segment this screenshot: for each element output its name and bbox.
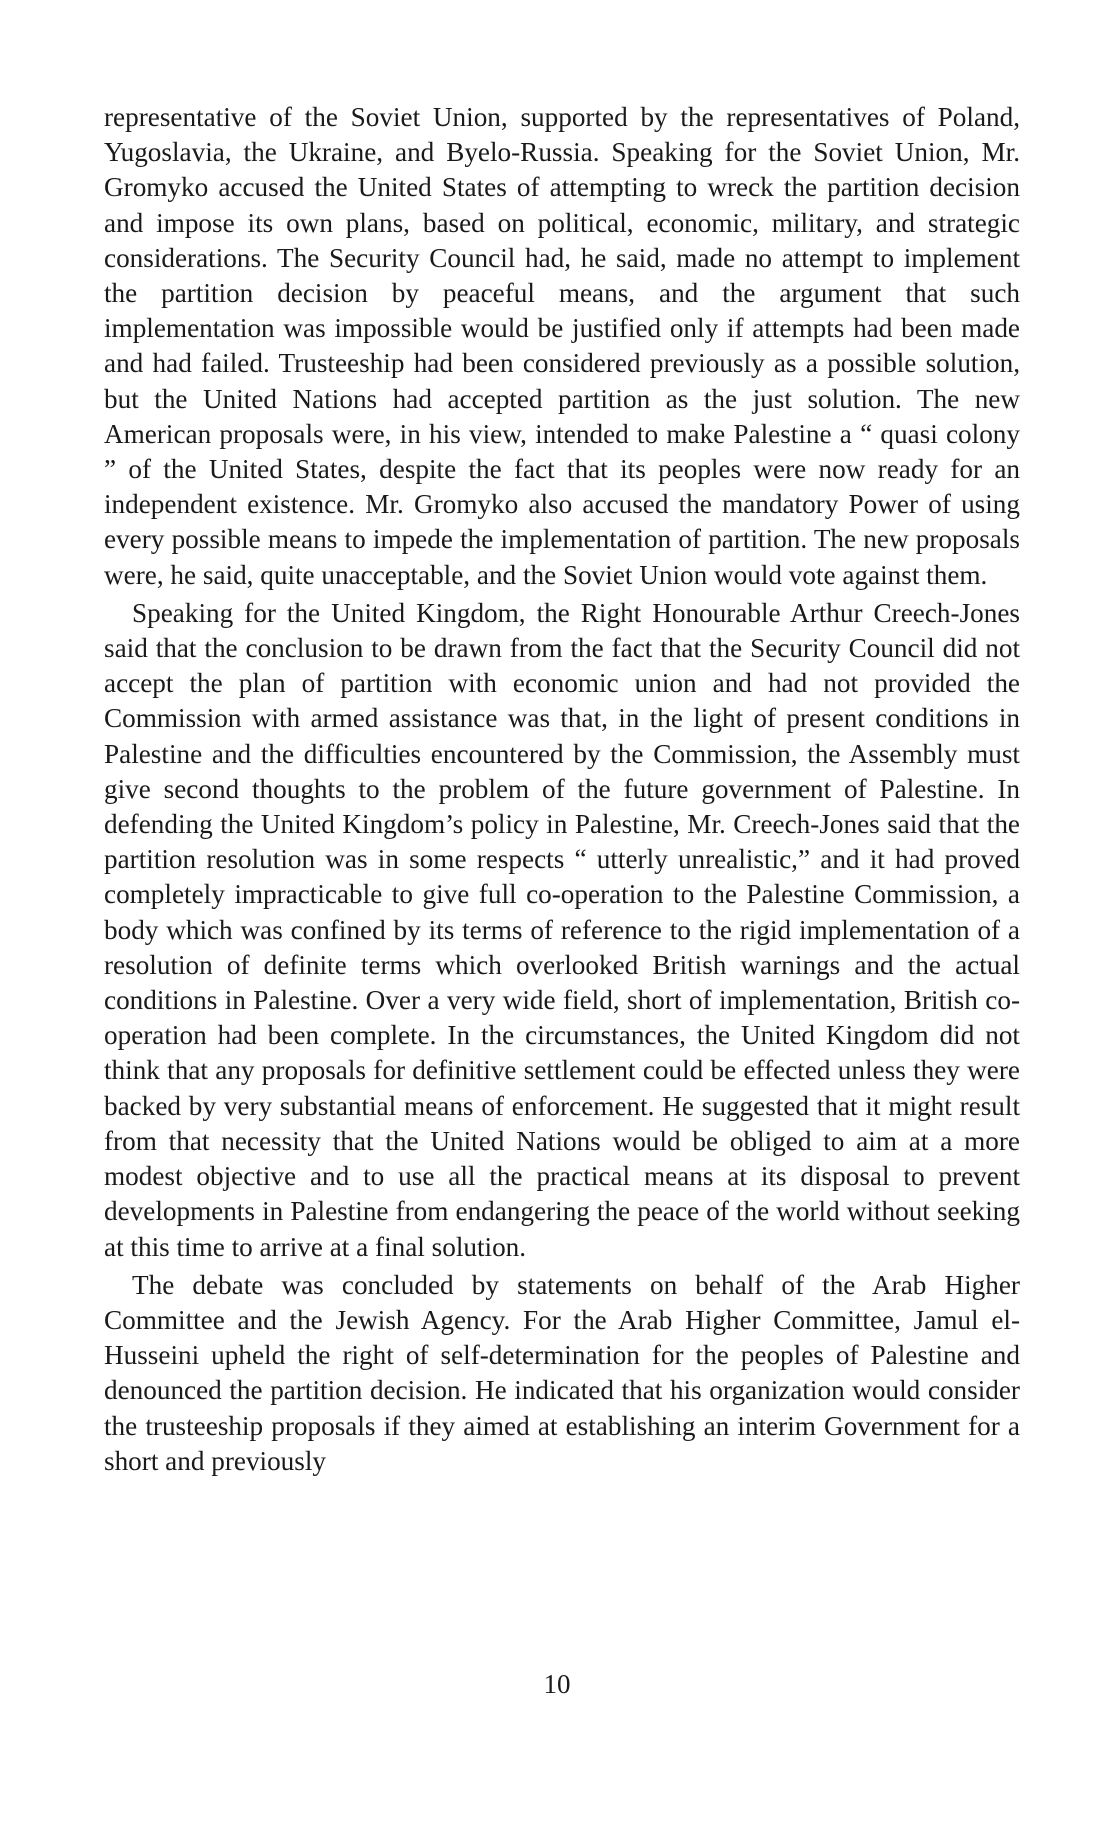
paragraph-arab-higher-committee: The debate was concluded by statements on behalf of the Arab Higher Committee and the Jewish Agency. For the Arab Higher Committee, Jamul el-Husseini upheld the right of self-determination for the peoples of Palestine and denounced the partition decision. He indicated that his organization would consider the trusteeship proposals if they aimed at establishing an interim Government for a short and previously [104, 1269, 1020, 1476]
paragraph-soviet-union: representative of the Soviet Union, supported by the representatives of Poland, Yugoslavia, the Ukraine, and Byelo-Russia. Speaking for the Soviet Union, Mr. Gromyko accused the United States of attempting to wreck the partition decision and impose its own plans, based on political, economic, military, and strategic considerations. The Security Council had, he said, made no attempt to implement the partition decision by peaceful means, and the argument that such implementation was impossible would be justified only if attempts had been made and had failed. Trusteeship had been considered previously as a possible solution, but the United Nations had accepted partition as the just solution. The new American proposals were, in his view, intended to make Palestine a “ quasi colony ” of the United States, despite the fact that its peoples were now ready for an independent existence. Mr. Gromyko also accused the mandatory Power of using every possible means to impede the implementation of partition. The new proposals were, he said, quite unacceptable, and the Soviet Union would vote against them. [104, 102, 1020, 590]
page-number: 10 [543, 1669, 571, 1699]
paragraph-united-kingdom: Speaking for the United Kingdom, the Right Honourable Arthur Creech-Jones said that the conclusion to be drawn from the fact that the Security Council did not accept the plan of partition with economic union and had not provided the Commission with armed assistance was that, in the light of present conditions in Palestine and the difficulties encountered by the Commission, the Assembly must give second thoughts to the problem of the future government of Palestine. In defending the United Kingdom’s policy in Palestine, Mr. Creech-Jones said that the partition resolution was in some respects “ utterly unrealistic,” and it had proved completely impracticable to give full co-operation to the Palestine Commission, a body which was confined by its terms of reference to the rigid implementation of a resolution of definite terms which overlooked British warnings and the actual conditions in Palestine. Over a very wide field, short of implementation, British co-operation had been complete. In the circumstances, the United Kingdom did not think that any proposals for definitive settlement could be effected unless they were backed by very substantial means of enforcement. He suggested that it might result from that necessity that the United Nations would be obliged to aim at a more modest objective and to use all the practical means at its disposal to prevent developments in Palestine from endangering the peace of the world without seeking at this time to arrive at a final solution. [104, 597, 1020, 1262]
document-page [104, 100, 1020, 1820]
